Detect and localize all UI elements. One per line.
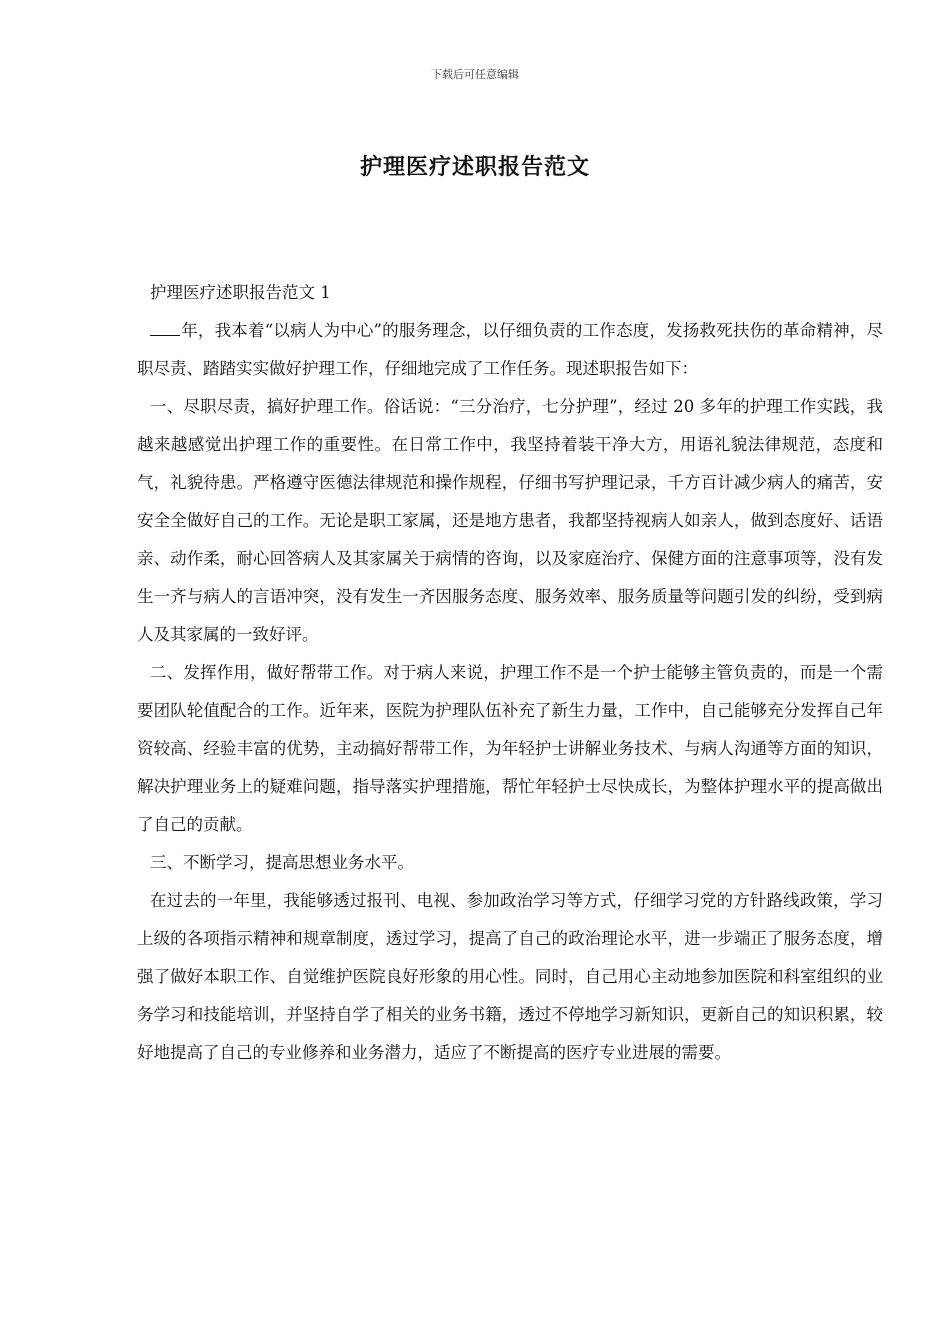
paragraph-mentoring: 二、发挥作用，做好帮带工作。对于病人来说，护理工作不是一个护士能够主管负责的，而是一个需要团队轮值配合的工作。近年来，医院为护理队伍补充了新生力量，工作中，自己能够充分发挥自己年资较高、经验丰富的优势，主动搞好帮带工作，为年轻护士讲解业务技术、与病人沟通等方面的知识，解决护理业务上的疑难问题，指导落实护理措施，帮忙年轻护士尽快成长，为整体护理水平的提高做出了自己的贡献。 xyxy=(137,663,883,834)
paragraph-study-heading: 三、不断学习，提高思想业务水平。 xyxy=(150,853,414,872)
paragraph-duty: 一、尽职尽责，搞好护理工作。俗话说：“三分治疗，七分护理”，经过 20 多年的护理工作实践，我越来越感觉出护理工作的重要性。在日常工作中，我坚持着装干净大方，用语礼貌法律规范，态度和气，礼貌待患。严格遵守医德法律规范和操作规程，仔细书写护理记录，千方百计减少病人的痛苦，安安全全做好自己的工作。无论是职工家属，还是地方患者，我都坚持视病人如亲人，做到态度好、话语亲、动作柔，耐心回答病人及其家属关于病情的咨询，以及家庭治疗、保健方面的注意事项等，没有发生一齐与病人的言语冲突，没有发生一齐因服务态度、服务效率、服务质量等问题引发的纠纷，受到病人及其家属的一致好评。 xyxy=(137,397,883,644)
blank-underline xyxy=(150,317,180,336)
intro-text: 年，我本着“以病人为中心”的服务理念，以仔细负责的工作态度，发扬救死扶伤的革命精神，尽职尽责、踏踏实实做好护理工作，仔细地完成了工作任务。现述职报告如下： xyxy=(137,321,883,378)
document-body xyxy=(137,274,883,1072)
paragraph-study: 在过去的一年里，我能够透过报刊、电视、参加政治学习等方式，仔细学习党的方针路线政策，学习上级的各项指示精神和规章制度，透过学习，提高了自己的政治理论水平，进一步端正了服务态度，增强了做好本职工作、自觉维护医院良好形象的用心性。同时，自己用心主动地参加医院和科室组织的业务学习和技能培训，并坚持自学了相关的业务书籍，透过不停地学习新知识，更新自己的知识积累，较好地提高了自己的专业修养和业务潜力，适应了不断提高的医疗专业进展的需要。 xyxy=(137,891,883,1062)
intro-paragraph xyxy=(137,312,883,388)
section-heading: 护理医疗述职报告范文 1 xyxy=(150,283,331,302)
header-note: 下载后可任意编辑 xyxy=(431,68,519,81)
document-title: 护理医疗述职报告范文 xyxy=(359,155,590,180)
